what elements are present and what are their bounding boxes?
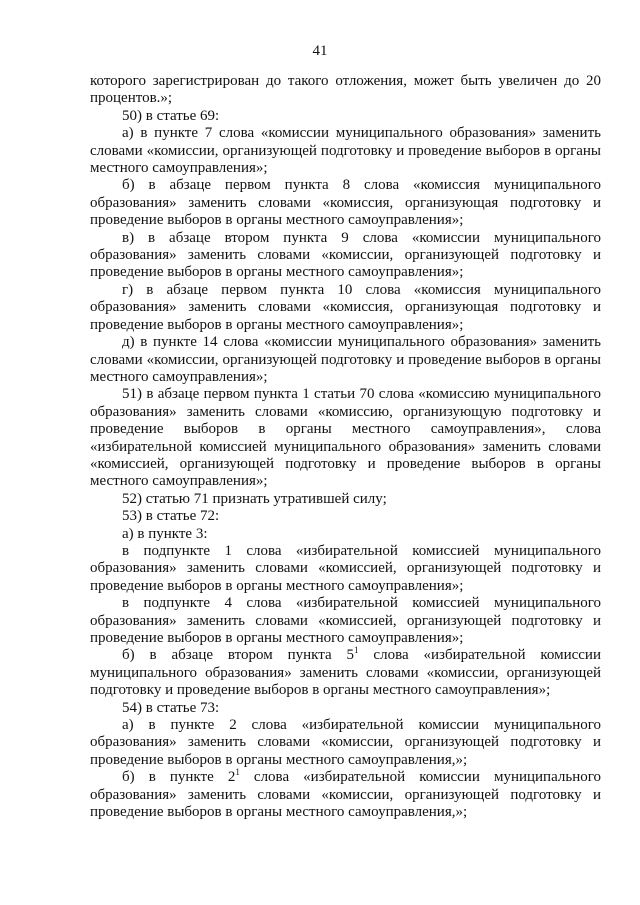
paragraph-item-53: 53) в статье 72: xyxy=(122,508,220,525)
paragraph-continuation: которого зарегистрирован до такого отложения, может быть увеличен до 20 процентов.»; xyxy=(90,73,601,107)
superscript-marker: 1 xyxy=(235,767,240,778)
paragraph-50-b: б) в абзаце первом пункта 8 слова «комиссия муниципального образования» заменить словами «комиссия, организующая подготовку и проведение выборов в органы местного самоуправления»; xyxy=(90,177,601,229)
paragraph-50-d: д) в пункте 14 слова «комиссии муниципального образования» заменить словами «комиссии, организующей подготовку и проведение выборов в органы местного самоуправления»; xyxy=(90,334,601,385)
paragraph-54-b-text-before: б) в пункте 2 xyxy=(122,769,236,786)
paragraph-50-v: в) в абзаце втором пункта 9 слова «комиссии муниципального образования» заменить словами «комиссии, организующей подготовку и проведение выборов в органы местного самоуправления»; xyxy=(90,229,601,281)
page-number: 41 xyxy=(312,43,328,59)
paragraph-50-a: а) в пункте 7 слова «комиссии муниципального образования» заменить словами «комиссии, организующей подготовку и проведение выборов в органы местного самоуправления»; xyxy=(90,125,601,177)
paragraph-53-b xyxy=(90,647,601,699)
paragraph-item-51: 51) в абзаце первом пункта 1 статьи 70 слова «комиссию муниципального образования» заменить словами «комиссию, организующую подготовку и проведение выборов в органы местного самоуправления», слова «избирательной комиссией муниципального образования» заменить словами «комиссией, организующей подготовку и проведение выборов в органы местного самоуправления»; xyxy=(90,386,601,490)
paragraph-53-a-sub4: в подпункте 4 слова «избирательной комиссией муниципального образования» заменить словами «комиссией, организующей подготовку и проведение выборов в органы местного самоуправления»; xyxy=(90,595,601,646)
paragraph-item-52: 52) статью 71 признать утратившей силу; xyxy=(122,490,387,507)
paragraph-53-a: а) в пункте 3: xyxy=(122,525,208,542)
paragraph-54-b xyxy=(90,769,601,821)
paragraph-item-50: 50) в статье 69: xyxy=(122,107,220,124)
paragraph-53-a-sub1: в подпункте 1 слова «избирательной комиссией муниципального образования» заменить словами «комиссией, организующей подготовку и проведение выборов в органы местного самоуправления»; xyxy=(90,542,601,594)
paragraph-item-54: 54) в статье 73: xyxy=(122,699,220,716)
paragraph-53-b-text-after: слова «избирательной комиссии муниципального образования» заменить словами «комиссии, организующей подготовку и проведение выборов в органы местного самоуправления»; xyxy=(90,647,601,699)
paragraph-54-a: а) в пункте 2 слова «избирательной комиссии муниципального образования» заменить словами «комиссии, организующей подготовку и проведение выборов в органы местного самоуправления,»; xyxy=(90,717,601,768)
paragraph-53-b-text-before: б) в абзаце втором пункта 5 xyxy=(122,647,355,664)
paragraph-50-g: г) в абзаце первом пункта 10 слова «комиссия муниципального образования» заменить словами «комиссия, организующая подготовку и проведение выборов в органы местного самоуправления»; xyxy=(90,281,601,333)
superscript-marker: 1 xyxy=(354,645,359,656)
document-body xyxy=(90,73,601,821)
paragraph-54-b-text-after: слова «избирательной комиссии муниципального образования» заменить словами «комиссии, организующей подготовку и проведение выборов в органы местного самоуправления,»; xyxy=(90,769,601,821)
